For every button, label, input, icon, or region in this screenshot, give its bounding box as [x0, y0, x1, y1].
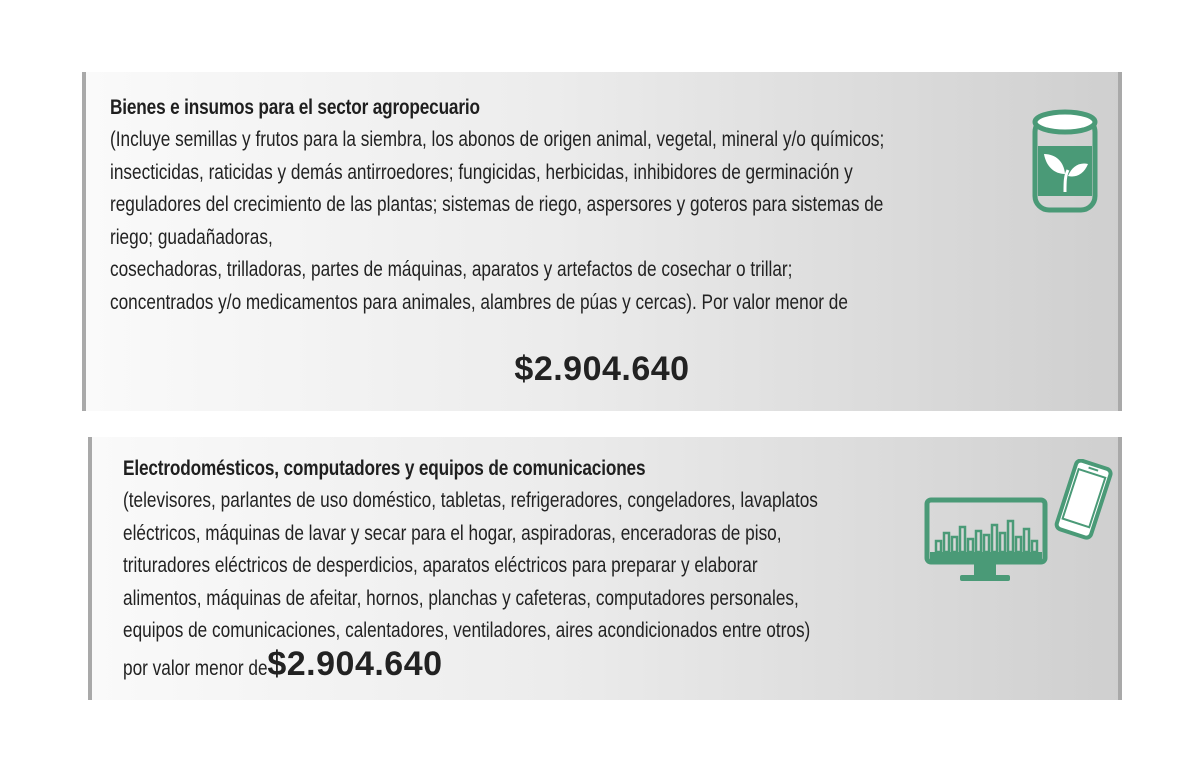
agro-card-title: Bienes e insumos para el sector agropecuario — [110, 96, 480, 119]
description-line: trituradores eléctricos de desperdicios, aparatos eléctricos para preparar y elaborar — [123, 554, 758, 577]
price-wrap — [267, 644, 443, 686]
card-right-border — [1118, 437, 1122, 700]
agro-card-description — [110, 124, 1012, 319]
agro-price: $2.904.640 — [514, 350, 690, 388]
description-line: insecticidas, raticidas y demás antirroedores; fungicidas, herbicidas, inhibidores de germinación y — [110, 160, 853, 184]
price-prefix: por valor menor de — [123, 656, 268, 680]
card-left-border — [88, 437, 92, 700]
description-line: (Incluye semillas y frutos para la siembra, los abonos de origen animal, vegetal, mineral y/o químicos; — [110, 128, 885, 151]
description-line: riego; guadañadoras, — [110, 225, 273, 249]
description-line: (televisores, parlantes de uso doméstico, tabletas, refrigeradores, congeladores, lavaplatos — [123, 489, 818, 512]
electronics-price: $2.904.640 — [267, 644, 443, 683]
seed-can-icon — [1032, 108, 1098, 216]
smartphone-icon — [1051, 459, 1115, 543]
electronics-card-title: Electrodomésticos, computadores y equipos de comunicaciones — [123, 457, 646, 480]
price-line — [123, 644, 943, 686]
agro-inputs-card — [82, 72, 1122, 411]
monitor-icon — [924, 497, 1048, 587]
description-line: reguladores del crecimiento de las plantas; sistemas de riego, aspersores y goteros para sistemas de — [110, 193, 884, 216]
electronics-card-description — [123, 485, 943, 685]
description-line: eléctricos, máquinas de lavar y secar para el hogar, aspiradoras, enceradoras de piso, — [123, 521, 782, 545]
description-line: alimentos, máquinas de afeitar, hornos, planchas y cafeteras, computadores personales, — [123, 586, 799, 610]
description-line: concentrados y/o medicamentos para animales, alambres de púas y cercas). Por valor menor de — [110, 290, 848, 314]
description-line: equipos de comunicaciones, calentadores, ventiladores, aires acondicionados entre otros) — [123, 619, 811, 642]
description-line: cosechadoras, trilladoras, partes de máquinas, aparatos y artefactos de cosechar o trillar; — [110, 258, 793, 281]
electronics-card — [88, 437, 1122, 700]
